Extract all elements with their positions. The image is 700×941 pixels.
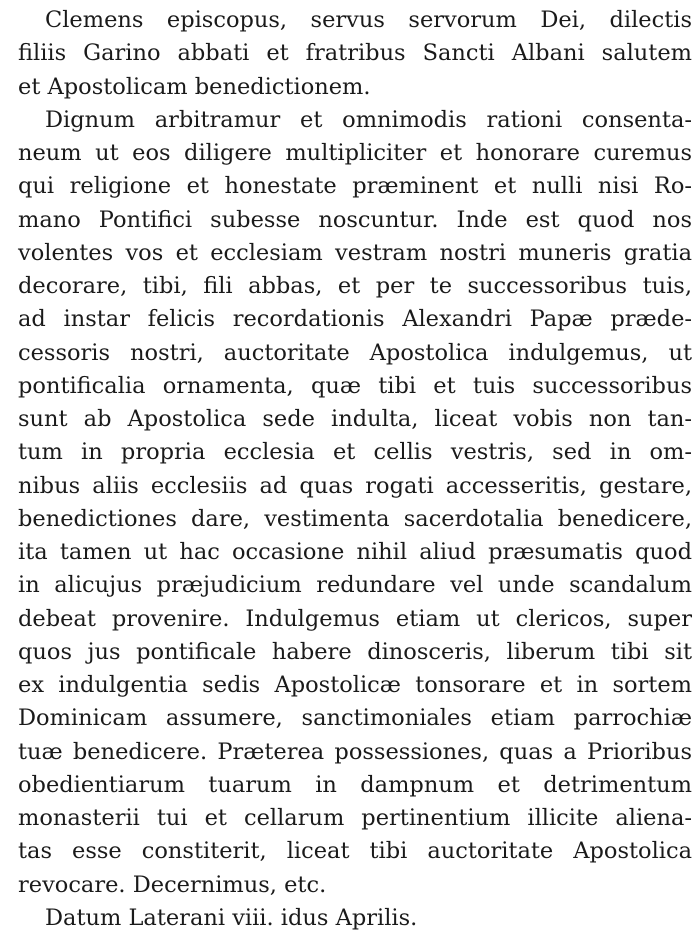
text-line: quos jus pontificale habere dinosceris, liberum tibi sit [18,638,692,665]
text-line: tuæ benedicere. Præterea possessiones, quas a Prioribus [18,738,692,765]
text-line: monasterii tui et cellarum pertinentium illicite aliena- [18,805,692,831]
text-line: filiis Garino abbati et fratribus Sancti Albani salutem [18,40,692,67]
text-line: Dignum arbitramur et omnimodis rationi consenta- [45,106,692,133]
text-line: tum in propria ecclesia et cellis vestris, sed in om- [18,439,692,466]
text-line: neum ut eos diligere multipliciter et honorare curemus [18,140,692,166]
text-line: pontificalia ornamenta, quæ tibi et tuis successoribus [18,372,692,399]
text-line: sunt ab Apostolica sede indulta, liceat vobis non tan- [18,406,692,432]
text-line: Dominicam assumere, sanctimoniales etiam parrochiæ [18,705,692,732]
text-line: revocare. Decernimus, etc. [18,871,327,898]
text-line: volentes vos et ecclesiam vestram nostri muneris gratia [18,239,692,266]
text-line: debeat provenire. Indulgemus etiam ut clericos, super [18,605,692,632]
text-line: Datum Laterani viii. idus Aprilis. [45,904,418,931]
text-line: mano Pontifici subesse noscuntur. Inde est quod nos [18,206,692,233]
text-line: decorare, tibi, fili abbas, et per te successoribus tuis, [18,273,692,299]
text-line: benedictiones dare, vestimenta sacerdotalia benedicere, [18,505,692,532]
text-line: ex indulgentia sedis Apostolicæ tonsorare et in sortem [18,672,692,698]
text-line: tas esse constiterit, liceat tibi auctoritate Apostolica [18,838,692,865]
text-line: qui religione et honestate præminent et nulli nisi Ro- [18,173,692,200]
text-line: ita tamen ut hac occasione nihil aliud præsumatis quod [18,539,692,565]
text-line: et Apostolicam benedictionem. [18,73,371,100]
text-line: cessoris nostri, auctoritate Apostolica indulgemus, ut [18,339,692,366]
text-line: obedientiarum tuarum in dampnum et detrimentum [18,771,692,798]
text-line: nibus aliis ecclesiis ad quas rogati accesseritis, gestare, [18,472,692,499]
text-line: ad instar felicis recordationis Alexandri Papæ præde- [18,306,692,333]
text-line: in alicujus præjudicium redundare vel unde scandalum [18,572,692,599]
text-line: Clemens episcopus, servus servorum Dei, dilectis [45,7,692,33]
